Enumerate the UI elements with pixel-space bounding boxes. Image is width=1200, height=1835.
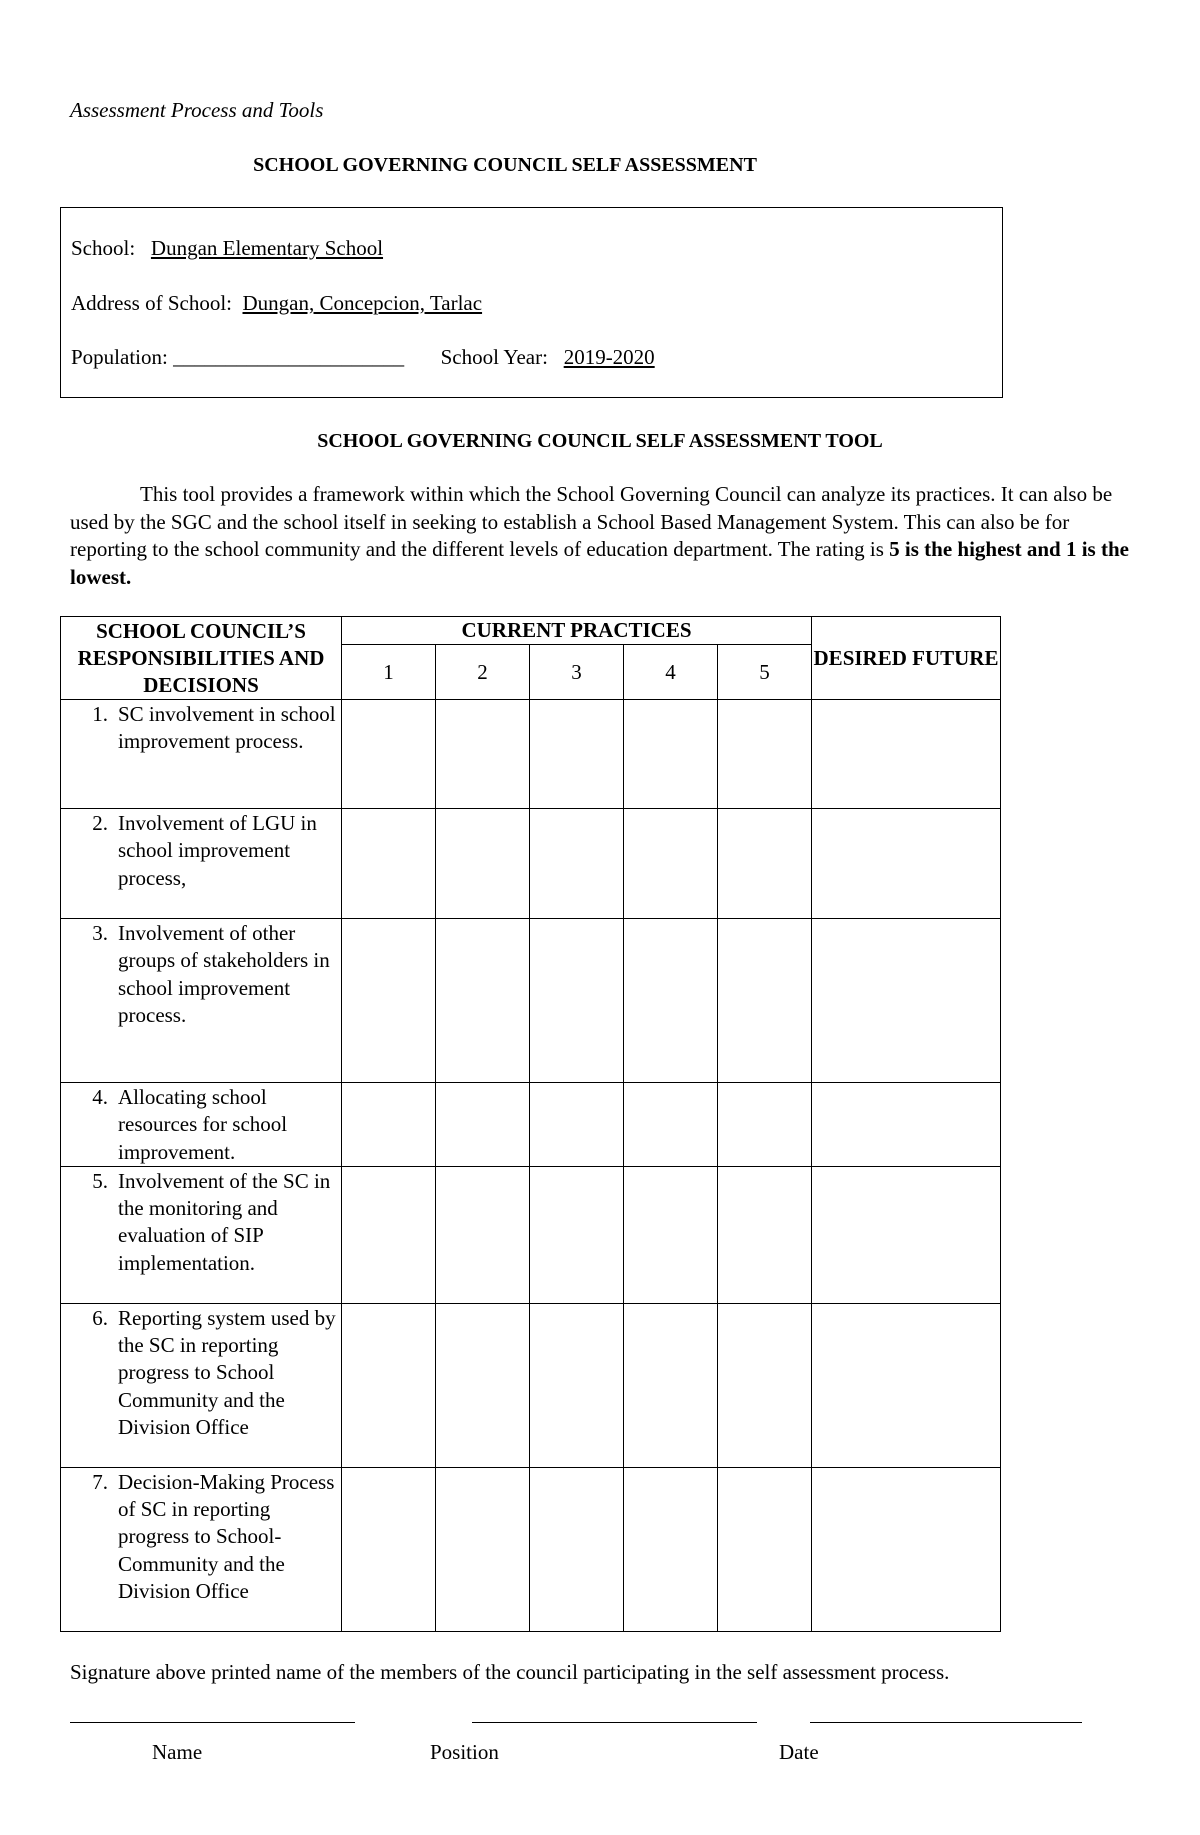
rating-cell[interactable]	[342, 1467, 436, 1631]
tool-title: SCHOOL GOVERNING COUNCIL SELF ASSESSMENT TOOL	[317, 430, 883, 452]
rating-cell[interactable]	[718, 809, 812, 919]
rating-cell[interactable]	[530, 700, 624, 809]
assessment-table	[60, 616, 1001, 1632]
desired-future-cell[interactable]	[812, 1166, 1001, 1303]
population-label: Population:	[71, 345, 168, 369]
address-line	[71, 291, 482, 316]
rating-1-header: 1	[342, 645, 436, 700]
rating-cell[interactable]	[342, 809, 436, 919]
rating-cell[interactable]	[624, 1303, 718, 1467]
rating-cell[interactable]	[342, 1166, 436, 1303]
row-text: Reporting system used by the SC in reporting progress to School Community and the Division Office	[118, 1305, 336, 1440]
table-row	[61, 1467, 1001, 1631]
population-blank: ______________________	[173, 345, 405, 369]
position-signature-line[interactable]	[472, 1722, 757, 1723]
position-label: Position	[430, 1740, 499, 1764]
school-year-value: 2019-2020	[563, 345, 655, 369]
row-text: Involvement of the SC in the monitoring and evaluation of SIP implementation.	[118, 1168, 331, 1275]
rating-cell[interactable]	[342, 1303, 436, 1467]
rating-cell[interactable]	[436, 919, 530, 1083]
desired-future-cell[interactable]	[812, 919, 1001, 1083]
date-label: Date	[779, 1740, 819, 1764]
row-text: Involvement of other groups of stakeholders in school improvement process.	[118, 921, 330, 1027]
rating-cell[interactable]	[342, 919, 436, 1083]
row-number: 7.	[92, 1469, 108, 1494]
row-number: 2.	[92, 811, 108, 835]
rating-cell[interactable]	[718, 700, 812, 809]
desired-future-cell[interactable]	[812, 1467, 1001, 1631]
school-label: School:	[71, 236, 136, 260]
description-text: This tool provides a framework within which the School Governing Council can analyze its practices. It can also be used by the SGC and the school itself in seeking to establish a School Based Management System. This can also be for reporting to the school community and the different levels of education department. The rating is	[70, 482, 1113, 561]
table-row	[61, 1166, 1001, 1303]
desired-future-cell[interactable]	[812, 809, 1001, 919]
table-row	[61, 919, 1001, 1083]
desired-future-cell[interactable]	[812, 700, 1001, 809]
row-number: 1.	[92, 702, 108, 726]
row-number: 3.	[92, 921, 108, 945]
table-row	[61, 700, 1001, 809]
rating-cell[interactable]	[342, 1083, 436, 1167]
description-bold: 5 is the highest and 1 is the lowest.	[70, 537, 1129, 589]
rating-2-header: 2	[436, 645, 530, 700]
school-year-label: School Year:	[440, 345, 548, 369]
row-text: SC involvement in school improvement process.	[118, 702, 336, 754]
row-number: 4.	[92, 1085, 108, 1109]
header-responsibilities: SCHOOL COUNCIL’S RESPONSIBILITIES AND DECISIONS	[61, 617, 342, 700]
rating-cell[interactable]	[436, 1467, 530, 1631]
address-value: Dungan, Concepcion, Tarlac	[242, 291, 483, 315]
page-title: SCHOOL GOVERNING COUNCIL SELF ASSESSMENT	[253, 154, 757, 176]
population-line	[71, 345, 655, 370]
rating-4-header: 4	[624, 645, 718, 700]
rating-cell[interactable]	[530, 1083, 624, 1167]
school-line	[71, 236, 383, 261]
header-current-practices: CURRENT PRACTICES	[342, 617, 812, 645]
row-number: 5.	[92, 1168, 108, 1193]
name-label: Name	[152, 1740, 203, 1764]
row-text: Involvement of LGU in school improvement process,	[118, 811, 317, 890]
rating-cell[interactable]	[436, 700, 530, 809]
tool-description	[70, 481, 1140, 591]
rating-cell[interactable]	[718, 919, 812, 1083]
rating-cell[interactable]	[530, 1303, 624, 1467]
name-signature-line[interactable]	[70, 1722, 355, 1723]
rating-cell[interactable]	[530, 1467, 624, 1631]
row-text: Allocating school resources for school improvement.	[118, 1085, 288, 1164]
rating-cell[interactable]	[342, 700, 436, 809]
table-row	[61, 1083, 1001, 1167]
rating-cell[interactable]	[718, 1166, 812, 1303]
table-row	[61, 809, 1001, 919]
rating-cell[interactable]	[530, 919, 624, 1083]
rating-cell[interactable]	[624, 1166, 718, 1303]
desired-future-cell[interactable]	[812, 1303, 1001, 1467]
rating-cell[interactable]	[718, 1467, 812, 1631]
school-value: Dungan Elementary School	[150, 236, 384, 260]
rating-cell[interactable]	[436, 1303, 530, 1467]
rating-cell[interactable]	[530, 809, 624, 919]
row-text: Decision-Making Process of SC in reporting progress to School-Community and the Division Office	[118, 1469, 335, 1604]
rating-5-header: 5	[718, 645, 812, 700]
signature-note: Signature above printed name of the members of the council participating in the self assessment process.	[70, 1660, 950, 1684]
school-info-box	[60, 207, 1003, 398]
rating-cell[interactable]	[624, 919, 718, 1083]
rating-cell[interactable]	[436, 809, 530, 919]
row-number: 6.	[92, 1305, 108, 1330]
rating-cell[interactable]	[718, 1303, 812, 1467]
rating-cell[interactable]	[530, 1166, 624, 1303]
rating-3-header: 3	[530, 645, 624, 700]
date-signature-line[interactable]	[810, 1722, 1082, 1723]
rating-cell[interactable]	[624, 1083, 718, 1167]
desired-future-cell[interactable]	[812, 1083, 1001, 1167]
table-row	[61, 1303, 1001, 1467]
section-header: Assessment Process and Tools	[70, 98, 324, 122]
rating-cell[interactable]	[624, 700, 718, 809]
rating-cell[interactable]	[718, 1083, 812, 1167]
rating-cell[interactable]	[436, 1166, 530, 1303]
rating-cell[interactable]	[624, 1467, 718, 1631]
rating-cell[interactable]	[624, 809, 718, 919]
header-desired-future: DESIRED FUTURE	[812, 617, 1001, 700]
address-label: Address of School:	[71, 291, 232, 315]
rating-cell[interactable]	[436, 1083, 530, 1167]
